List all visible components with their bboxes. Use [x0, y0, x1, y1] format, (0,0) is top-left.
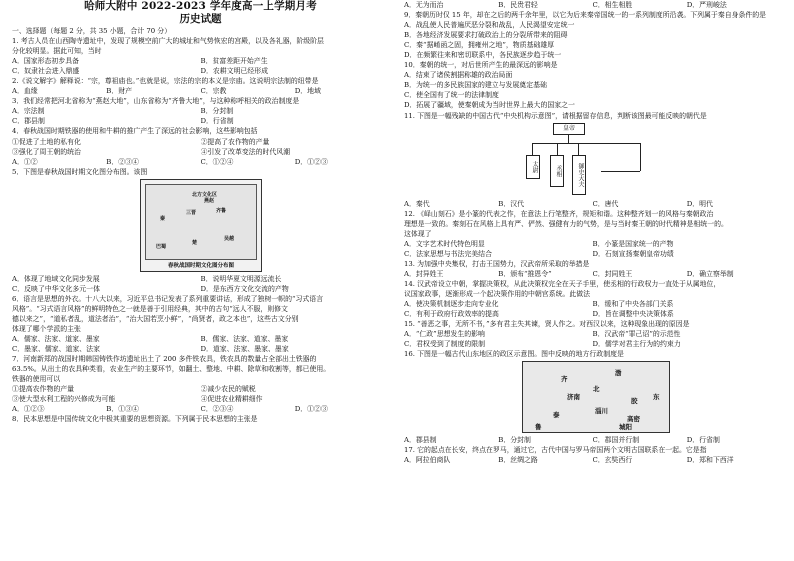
answer-options-row — [404, 239, 781, 249]
answer-option: ③强化了周王朝的统治 — [12, 147, 81, 156]
shandong-region-label: 城阳 — [619, 423, 632, 432]
answer-options-row — [404, 199, 781, 209]
answer-option: A．阿拉伯商队 — [404, 456, 451, 465]
answer-option: D．严刑峻法 — [686, 1, 727, 9]
answer-options-row — [12, 157, 389, 167]
central-organs-chart — [404, 122, 781, 198]
question-text-line: D．在频繁往来和密切联系中，各民族逐步趋于统一 — [404, 51, 562, 60]
question-text-line: 63.5%。从出土的农具种类看，农业生产的主要环节，如翻土、整地、中耕、除草和收割等，都已使用。 — [12, 365, 331, 374]
answer-option: A．宗法制 — [12, 107, 45, 116]
answer-options-row — [404, 329, 781, 339]
question-text-line: B．各地经济发展要求打破政治上的分裂所带来的阻碍 — [404, 31, 568, 40]
answer-option: A．体现了地域文化同步发展 — [12, 274, 100, 283]
question-text-line: 分化较明显。据此可知，当时 — [12, 47, 102, 56]
question-text-line: C．使全国有了统一的法律制度 — [404, 91, 499, 100]
question-text-line: 体现了哪个学派的主张 — [12, 324, 81, 333]
question-text-line: C．秦“据崤函之固，拥雍州之地”，物质基础雄厚 — [404, 41, 555, 50]
answer-option: ①提高农作物的产量 — [12, 385, 75, 394]
answer-options-row — [12, 86, 389, 96]
answer-option: A．无为而治 — [404, 1, 444, 9]
answer-option: A．使决策机制逐步走向专业化 — [404, 300, 499, 309]
shandong-region-label: 淄川 — [595, 407, 608, 416]
answer-option: B．缓和了中央各部门关系 — [592, 300, 674, 309]
answer-option: ①促进了土地的私有化 — [12, 137, 81, 146]
answer-option: D．明代 — [686, 199, 713, 208]
shandong-region-label: 齐 — [561, 375, 568, 384]
question-text-line: 16. 下图是一幅古代山东地区的政区示意图。图中反映的地方行政制度是 — [404, 350, 624, 359]
question-text-line: 铁器的使用可以 — [12, 375, 61, 384]
question-text-line: 17. 它的起点在长安，终点在罗马，通过它，古代中国与罗马帝国两个文明古国联系在一起。它是指 — [404, 446, 707, 455]
left-questions — [12, 26, 389, 424]
culture-region-label: 楚 — [192, 239, 198, 246]
answer-option: A．“仁政”思想发生的影响 — [404, 330, 485, 339]
shandong-region-label: 东 — [653, 393, 660, 402]
exam-title: 哈师大附中 2022-2023 学年度高一上学期月考 — [84, 0, 317, 12]
answer-options-row — [404, 339, 781, 349]
answer-options-row — [12, 66, 389, 76]
question-text-line: 3．我们经常把河北省称为“燕赵大地”，山东省称为“齐鲁大地”，与这种称呼相关的政治制度是 — [12, 97, 300, 106]
answer-option: B．说明华夏文明源远流长 — [200, 274, 282, 283]
answer-option: D．郑和下西洋 — [686, 456, 734, 465]
question-text-line: 一、选择题（每题 2 分，共 35 小题，合计 70 分） — [12, 27, 172, 35]
question-text-line: 这体现了 — [404, 229, 432, 238]
answer-option: C．法家思想与书法完美结合 — [404, 249, 492, 258]
shandong-region-label: 胶 — [631, 397, 638, 406]
question-text-line: 理想是一致的。秦刻石在风格上具有严、俨然、强健有力的气势，是与当时秦王朝的时代精神是相统一的。 — [404, 219, 728, 228]
answer-option: C．玄奘西行 — [592, 456, 633, 465]
shandong-region-label: 鲁 — [535, 423, 542, 432]
answer-option: D．确立察举制 — [686, 269, 734, 278]
right-questions-bottom — [404, 199, 781, 466]
chart-node-taiwei: 太尉 — [526, 155, 540, 179]
answer-option: B．小篆是国家统一的产物 — [592, 239, 674, 248]
question-text-line: 7．河南新郑的战国时期韩国铸铁作坊遗址出土了 200 多件铁农具，铁农具的数量占全部出土铁器的 — [12, 355, 317, 364]
answer-option: ②减少农民的赋税 — [200, 385, 256, 394]
answer-options-row — [12, 56, 389, 66]
answer-option: C．奴隶社会进入鼎盛 — [12, 67, 80, 76]
answer-options-row — [12, 384, 389, 394]
answer-option: C．②③④ — [200, 405, 234, 414]
answer-options-row — [12, 344, 389, 354]
answer-option: A．郡县制 — [404, 436, 437, 445]
answer-option: D．是东西方文化交流的产物 — [200, 284, 289, 293]
left-column — [12, 0, 389, 561]
answer-option: B．财产 — [106, 87, 132, 96]
answer-options-row — [12, 334, 389, 344]
answer-option: A．国家形态初步具备 — [12, 57, 79, 66]
answer-option: D．地域 — [294, 87, 321, 96]
answer-option: A．①② — [12, 157, 38, 166]
question-text-line: A．结束了诸侯割据称雄的政治局面 — [404, 71, 513, 80]
chart-node-yushidafu: 御史大夫 — [572, 155, 586, 195]
answer-option: B．②③④ — [106, 157, 139, 166]
answer-option: C．唐代 — [592, 199, 619, 208]
answer-option: A．①②③ — [12, 405, 45, 414]
answer-option: D．行省制 — [686, 436, 720, 445]
question-text-line: 6．语言是思想的外衣。十八大以来，习近平总书记发表了系列重要讲话，形成了独树一帜的“习式语言 — [12, 294, 324, 303]
answer-options-row — [404, 299, 781, 309]
answer-option: A．儒家、法家、道家、墨家 — [12, 334, 100, 343]
question-text-line: 8．民本思想是中国传统文化中极其重要的思想资源。下列属于民本思想的主张是 — [12, 415, 258, 424]
answer-options-row — [404, 269, 781, 279]
answer-options-row — [12, 404, 389, 414]
culture-map-caption: 春秋战国时期文化图分布图 — [167, 262, 234, 269]
answer-option: ③使大型水利工程的兴修成为可能 — [12, 395, 116, 404]
question-text-line: 15. “善恶之事，无所不书，”多有君主失其谏，贤人作之。对西汉以来，这种现象出现的原因是 — [404, 320, 690, 329]
answer-option: A．秦代 — [404, 199, 430, 208]
answer-option: B．儒家、法家、道家、墨家 — [200, 334, 289, 343]
question-text-line: 风格”。“习式语言风格”的鲜明特色之一就是善于引用经典，其中的古句“远人不服，则修文 — [12, 304, 288, 313]
question-text-line: 2.《说文解字》解释说：“宗，尊祖庙也。”也就是说，宗法的宗的本义是宗庙。这说明宗法制的纽带是 — [12, 77, 319, 86]
answer-option: C．郡国并行制 — [592, 436, 640, 445]
question-text-line: 10．秦朝的统一，对后世所产生的最深远的影响是 — [404, 61, 558, 70]
answer-option: A．文字艺术时代特色明显 — [404, 239, 485, 248]
answer-option: ④引发了改革变法的时代风潮 — [200, 147, 291, 156]
answer-options-row — [12, 106, 389, 116]
answer-option: B．颁布“推恩令” — [498, 269, 552, 278]
answer-option: D．行省制 — [200, 117, 234, 126]
answer-option: B．民贵君轻 — [498, 1, 538, 9]
question-text-line: 议国家政事，逐渐形成一个起决策作用的中朝官系统。此做法 — [404, 289, 591, 298]
question-text-line: 1. 考古人员在山西陶寺遗址中，发现了规模空前广大的城址和气势恢宏的宫殿，以及各礼器，阶级阶层 — [12, 37, 324, 46]
shandong-region-label: 济南 — [567, 393, 580, 402]
question-text-line: 5．下图是春秋战国时期文化图分布图。该图 — [12, 167, 148, 176]
right-column — [404, 0, 781, 561]
shandong-region-label: 渤 — [615, 369, 622, 378]
answer-option: C．郡县制 — [12, 117, 45, 126]
answer-option: B．汉代 — [498, 199, 524, 208]
shandong-region-label: 北 — [593, 385, 600, 394]
answer-option: A．血缘 — [12, 87, 38, 96]
exam-subtitle: 历史试题 — [179, 13, 222, 25]
culture-region-label: 吴越 — [224, 235, 235, 242]
answer-option: D．道家、法家、墨家、墨家 — [200, 345, 289, 354]
question-text-line: 9．秦朝历时仅 15 年，却在之后的两千余年里，以它为后来秦帝国统一的一系列制度所沿袭。下列属于秦自身条件的是 — [404, 11, 767, 20]
answer-option: C．封同姓王 — [592, 269, 633, 278]
answer-option: C．宗教 — [200, 87, 227, 96]
chart-node-chengxiang: 丞相 — [550, 155, 564, 187]
answer-option: C．相生相胜 — [592, 1, 633, 9]
question-text-line: 12. 《峄山刻石》是小篆的代表之作，在意法上行笔整齐，规矩和谐。这种整齐划一的风格与秦朝政治 — [404, 209, 714, 218]
culture-region-label: 秦 — [160, 215, 166, 222]
shandong-region-label: 高密 — [627, 415, 640, 424]
culture-map-figure — [140, 179, 262, 272]
answer-option: B．分封制 — [200, 107, 234, 116]
answer-option: B．汉武帝“罪己诏”的示范性 — [592, 330, 681, 339]
answer-option: C．①②④ — [200, 157, 234, 166]
answer-options-row — [12, 147, 389, 157]
culture-region-label: 齐鲁 — [216, 207, 227, 214]
culture-region-label: 巴蜀 — [156, 243, 167, 250]
answer-option: B．分封制 — [498, 436, 531, 445]
answer-option: D．儒学对君主行为的约束力 — [592, 340, 681, 349]
question-text-line: 11. 下图是一幅残缺的中国古代“中央机构示意图”，请根据留存信息，判断该图最可能反映的朝代是 — [404, 111, 707, 120]
answer-option: ②提高了农作物的产量 — [200, 137, 270, 146]
answer-option: B．①③④ — [106, 405, 139, 414]
question-text-line: 德以来之”，“道私者乱，道法者治”，“治大国若烹小鲜”，“尚贤者，政之本也”，这些古文分别 — [12, 314, 299, 323]
answer-option: C．有利于政府行政效率的提高 — [404, 310, 499, 319]
question-text-line: 13. 为加强中央集权，打击王国势力，汉武帝所采取的举措是 — [404, 259, 590, 268]
shandong-map-figure — [522, 361, 670, 433]
question-text-line: 4．春秋战国时期铁器的使用和牛耕的推广产生了深远的社会影响，这些影响包括 — [12, 127, 258, 136]
answer-options-row — [12, 137, 389, 147]
answer-option: D．农耕文明已经形成 — [200, 67, 269, 76]
answer-option: A．封异姓王 — [404, 269, 444, 278]
answer-option: D．石刻宣扬秦朝皇帝功绩 — [592, 249, 674, 258]
answer-options-row — [404, 249, 781, 259]
question-text-line: A．战乱使人民普遍厌恶分裂和战乱，人民渴望安定统一 — [404, 21, 575, 30]
shandong-region-label: 泰 — [553, 411, 560, 420]
culture-region-label: 燕赵 — [204, 197, 215, 204]
answer-option: C．墨家、儒家、道家、法家 — [12, 345, 100, 354]
culture-map-area — [145, 184, 257, 260]
answer-options-row — [12, 284, 389, 294]
answer-options-row — [404, 435, 781, 445]
answer-options-row — [12, 394, 389, 404]
answer-option: ④促进农业精耕细作 — [200, 395, 263, 404]
question-text-line: 14. 汉武帝设立中朝，掌握决策权，从此决策权完全在天子手里，使丞相的行政权力一直处于从属地位， — [404, 279, 721, 288]
culture-region-label: 三晋 — [186, 209, 197, 216]
right-questions-top — [404, 0, 781, 121]
culture-region-label: 北方文化区 — [192, 191, 218, 198]
answer-options-row — [404, 309, 781, 319]
answer-option: D．旨在调整中央决策体系 — [592, 310, 674, 319]
answer-options-row — [404, 0, 781, 10]
answer-option: B．丝绸之路 — [498, 456, 538, 465]
answer-option: B．贫富差距开始产生 — [200, 57, 268, 66]
chart-node-emperor: 皇帝 — [553, 123, 585, 135]
answer-options-row — [404, 455, 781, 465]
question-text-line: B．为统一的多民族国家的建立与发展奠定基础 — [404, 81, 547, 90]
answer-options-row — [12, 274, 389, 284]
question-text-line: D．拓展了疆域，使秦朝成为当时世界上最大的国家之一 — [404, 101, 575, 110]
answer-option: D．①②③ — [294, 157, 328, 166]
answer-options-row — [12, 116, 389, 126]
answer-option: D．①②③ — [294, 405, 328, 414]
answer-option: C．君权受到了制度的限制 — [404, 340, 486, 349]
answer-option: C．反映了中华文化多元一体 — [12, 284, 100, 293]
